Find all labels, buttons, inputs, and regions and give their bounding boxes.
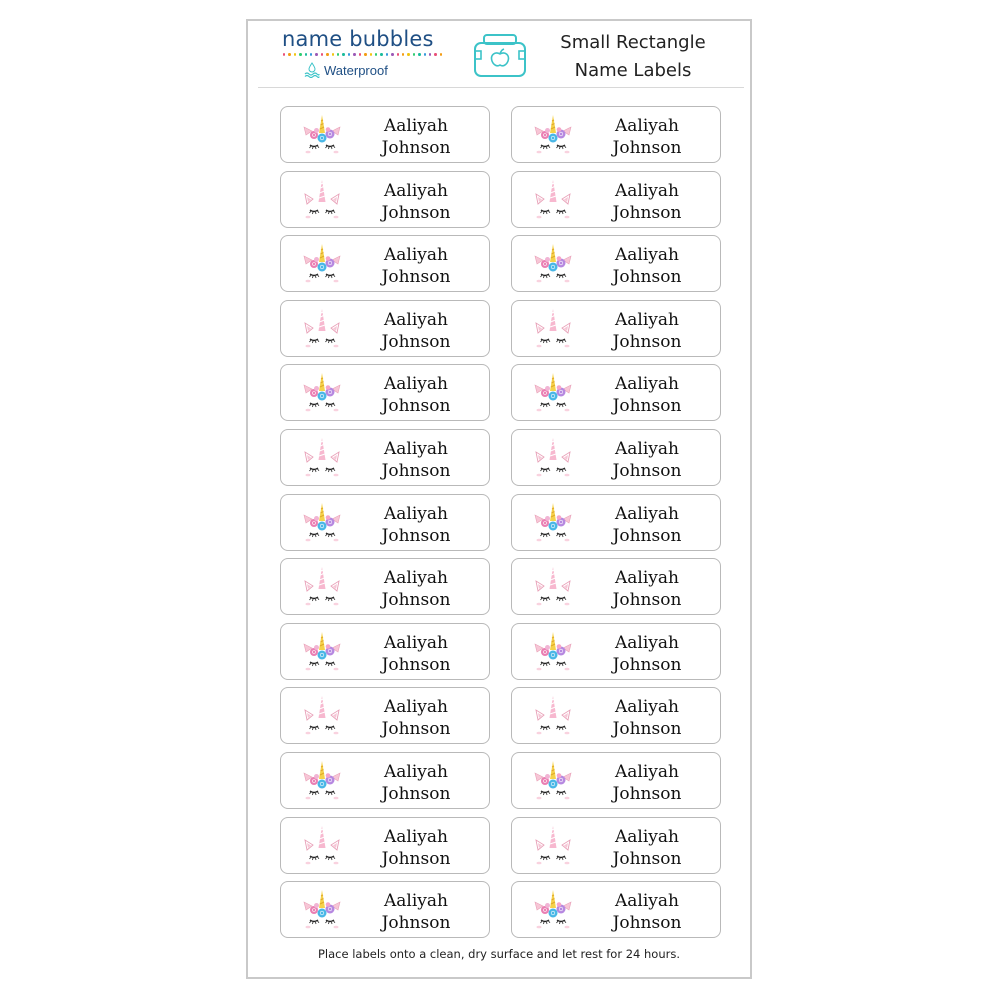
unicorn-flowers-icon <box>299 501 345 547</box>
label-first-name: Aaliyah <box>384 180 448 201</box>
label-name <box>592 438 702 482</box>
brand-dot <box>315 53 317 56</box>
label-first-name: Aaliyah <box>384 826 448 847</box>
label-name <box>361 373 471 417</box>
brand-dot <box>288 53 290 56</box>
unicorn-pink-horn-icon <box>530 565 576 611</box>
brand-dot <box>397 53 399 56</box>
label-first-name: Aaliyah <box>615 180 679 201</box>
brand-dot <box>386 53 388 56</box>
brand-dot <box>375 53 377 56</box>
label-sheet <box>246 19 752 979</box>
label-name <box>361 567 471 611</box>
unicorn-pink-horn-icon <box>299 694 345 740</box>
unicorn-flowers-icon <box>530 888 576 934</box>
label-last-name: Johnson <box>612 719 682 740</box>
label-last-name: Johnson <box>381 848 451 869</box>
label-last-name: Johnson <box>612 913 682 934</box>
unicorn-pink-horn-icon <box>299 436 345 482</box>
sheet-header <box>248 21 750 91</box>
unicorn-flowers-icon <box>299 630 345 676</box>
brand-dot <box>321 53 323 56</box>
label-first-name: Aaliyah <box>384 762 448 782</box>
label-last-name: Johnson <box>381 590 451 611</box>
label-name <box>361 438 471 482</box>
label-last-name: Johnson <box>612 590 682 611</box>
brand-dot <box>440 53 442 56</box>
name-label <box>280 623 490 680</box>
label-first-name: Aaliyah <box>615 891 679 912</box>
label-last-name: Johnson <box>381 331 451 352</box>
label-name <box>592 373 702 417</box>
brand-dot <box>418 53 420 56</box>
waterproof-label: Waterproof <box>324 62 388 78</box>
label-name <box>592 503 702 547</box>
unicorn-flowers-icon <box>299 759 345 805</box>
name-label <box>280 687 490 744</box>
label-first-name: Aaliyah <box>384 632 448 653</box>
brand-dot <box>359 53 361 56</box>
name-label <box>511 429 721 486</box>
name-label <box>511 106 721 163</box>
brand-dot <box>413 53 415 56</box>
label-first-name: Aaliyah <box>384 245 448 266</box>
name-label <box>511 817 721 874</box>
name-label <box>511 235 721 292</box>
brand-dot <box>391 53 393 56</box>
brand-dot <box>434 53 436 56</box>
brand-dot <box>326 53 328 56</box>
brand-dot <box>402 53 404 56</box>
label-first-name: Aaliyah <box>384 439 448 459</box>
label-first-name: Aaliyah <box>615 697 679 718</box>
brand-dot <box>283 53 285 56</box>
name-label <box>280 881 490 938</box>
label-first-name: Aaliyah <box>384 503 448 524</box>
label-first-name: Aaliyah <box>384 568 448 589</box>
label-first-name: Aaliyah <box>384 116 448 136</box>
unicorn-flowers-icon <box>299 113 345 159</box>
label-first-name: Aaliyah <box>384 374 448 395</box>
label-last-name: Johnson <box>381 396 451 417</box>
label-last-name: Johnson <box>612 396 682 417</box>
unicorn-pink-horn-icon <box>530 178 576 224</box>
label-first-name: Aaliyah <box>384 697 448 718</box>
unicorn-flowers-icon <box>530 242 576 288</box>
unicorn-flowers-icon <box>530 113 576 159</box>
label-name <box>361 115 471 159</box>
brand-dot <box>364 53 366 56</box>
label-first-name: Aaliyah <box>615 309 679 330</box>
label-name <box>592 567 702 611</box>
brand-dot <box>294 53 296 56</box>
label-first-name: Aaliyah <box>615 503 679 524</box>
unicorn-pink-horn-icon <box>299 824 345 870</box>
name-label <box>280 429 490 486</box>
label-name <box>592 826 702 870</box>
label-name <box>361 696 471 740</box>
label-name <box>361 180 471 224</box>
name-label <box>280 364 490 421</box>
brand-dot <box>348 53 350 56</box>
label-first-name: Aaliyah <box>615 374 679 395</box>
label-last-name: Johnson <box>381 461 451 481</box>
name-label <box>511 300 721 357</box>
unicorn-flowers-icon <box>530 371 576 417</box>
name-label <box>511 881 721 938</box>
name-label <box>280 171 490 228</box>
product-title-line2: Name Labels <box>574 60 692 81</box>
label-name <box>361 503 471 547</box>
unicorn-pink-horn-icon <box>299 307 345 353</box>
name-label <box>280 494 490 551</box>
label-name <box>592 115 702 159</box>
name-label <box>280 752 490 809</box>
brand-logo <box>282 27 442 78</box>
name-label <box>280 558 490 615</box>
label-first-name: Aaliyah <box>384 891 448 912</box>
name-label <box>511 687 721 744</box>
unicorn-pink-horn-icon <box>530 307 576 353</box>
brand-dot <box>305 53 307 56</box>
label-last-name: Johnson <box>381 719 451 740</box>
label-name <box>592 180 702 224</box>
unicorn-flowers-icon <box>299 371 345 417</box>
label-last-name: Johnson <box>612 848 682 869</box>
label-name <box>592 890 702 934</box>
unicorn-pink-horn-icon <box>299 565 345 611</box>
name-label <box>280 235 490 292</box>
label-last-name: Johnson <box>612 267 682 288</box>
label-first-name: Aaliyah <box>615 632 679 653</box>
unicorn-flowers-icon <box>530 759 576 805</box>
label-name <box>361 761 471 805</box>
label-name <box>592 761 702 805</box>
lunchbox-icon <box>472 33 528 84</box>
label-last-name: Johnson <box>381 138 451 158</box>
label-last-name: Johnson <box>612 461 682 481</box>
unicorn-flowers-icon <box>299 242 345 288</box>
unicorn-pink-horn-icon <box>530 694 576 740</box>
label-first-name: Aaliyah <box>615 762 679 782</box>
label-name <box>592 632 702 676</box>
name-label <box>280 817 490 874</box>
name-label <box>511 623 721 680</box>
brand-dot <box>370 53 372 56</box>
brand-dot <box>407 53 409 56</box>
label-first-name: Aaliyah <box>615 568 679 589</box>
label-last-name: Johnson <box>381 202 451 223</box>
unicorn-pink-horn-icon <box>299 178 345 224</box>
name-label <box>511 494 721 551</box>
name-label <box>280 300 490 357</box>
label-last-name: Johnson <box>381 913 451 934</box>
label-first-name: Aaliyah <box>384 309 448 330</box>
brand-dot <box>380 53 382 56</box>
label-name <box>361 244 471 288</box>
label-last-name: Johnson <box>381 525 451 546</box>
waterproof-badge <box>304 62 442 78</box>
label-first-name: Aaliyah <box>615 245 679 266</box>
brand-name: name bubbles <box>282 27 434 51</box>
name-label <box>280 106 490 163</box>
label-name <box>361 632 471 676</box>
brand-dot <box>353 53 355 56</box>
label-name <box>361 309 471 353</box>
brand-dots <box>283 53 442 56</box>
label-last-name: Johnson <box>381 267 451 288</box>
brand-dot <box>429 53 431 56</box>
label-name <box>592 244 702 288</box>
water-drop-icon <box>304 62 320 78</box>
label-name <box>592 309 702 353</box>
brand-dot <box>342 53 344 56</box>
unicorn-flowers-icon <box>530 501 576 547</box>
brand-dot <box>310 53 312 56</box>
unicorn-flowers-icon <box>299 888 345 934</box>
name-label <box>511 364 721 421</box>
footer-instructions: Place labels onto a clean, dry surface and let rest for 24 hours. <box>318 947 680 961</box>
label-first-name: Aaliyah <box>615 439 679 459</box>
label-last-name: Johnson <box>612 331 682 352</box>
product-title-line1: Small Rectangle <box>560 32 706 53</box>
label-last-name: Johnson <box>381 654 451 675</box>
unicorn-flowers-icon <box>530 630 576 676</box>
label-last-name: Johnson <box>381 784 451 804</box>
name-label <box>511 752 721 809</box>
label-name <box>592 696 702 740</box>
label-name <box>361 890 471 934</box>
unicorn-pink-horn-icon <box>530 436 576 482</box>
unicorn-pink-horn-icon <box>530 824 576 870</box>
name-label <box>511 558 721 615</box>
brand-dot <box>337 53 339 56</box>
label-first-name: Aaliyah <box>615 826 679 847</box>
label-last-name: Johnson <box>612 654 682 675</box>
label-name <box>361 826 471 870</box>
name-label <box>511 171 721 228</box>
brand-dot <box>332 53 334 56</box>
header-divider <box>258 87 744 88</box>
product-title <box>548 29 718 85</box>
label-last-name: Johnson <box>612 202 682 223</box>
label-last-name: Johnson <box>612 138 682 158</box>
label-last-name: Johnson <box>612 525 682 546</box>
label-last-name: Johnson <box>612 784 682 804</box>
brand-dot <box>424 53 426 56</box>
label-first-name: Aaliyah <box>615 116 679 136</box>
brand-dot <box>299 53 301 56</box>
